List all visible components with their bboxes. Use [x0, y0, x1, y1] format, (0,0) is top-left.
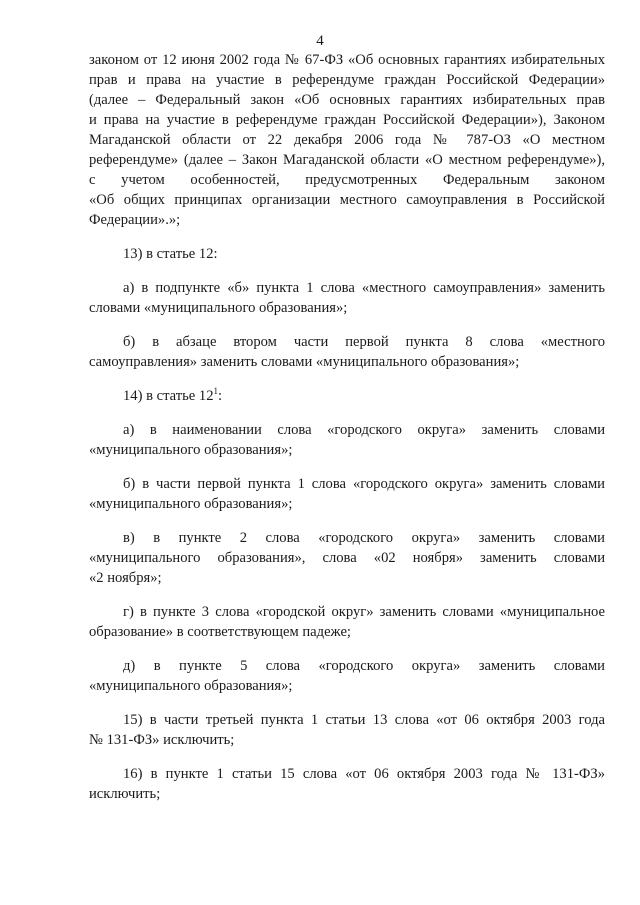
- text-line: и права на участие в референдуме граждан Российской Федерации»), Законом: [89, 112, 605, 128]
- page-number: 4: [316, 33, 324, 49]
- text-line: г) в пункте 3 слова «городской округ» заменить словами «муниципальное: [123, 604, 605, 620]
- text-line: референдуме» (далее – Закон Магаданской области «О местном референдуме»),: [89, 152, 605, 168]
- text-line: «2 ноября»;: [89, 570, 162, 586]
- text-line: «муниципального образования», слова «02 ноября» заменить словами: [89, 550, 605, 566]
- text-line: законом от 12 июня 2002 года № 67-ФЗ «Об основных гарантиях избирательных: [89, 52, 605, 68]
- text-line: б) в части первой пункта 1 слова «городского округа» заменить словами: [123, 476, 605, 492]
- text-line: Магаданской области от 22 декабря 2006 года № 787-ОЗ «О местном: [89, 132, 605, 148]
- text-line: а) в подпункте «б» пункта 1 слова «местного самоуправления» заменить: [123, 280, 605, 296]
- text-line: 15) в части третьей пункта 1 статьи 13 слова «от 06 октября 2003 года: [123, 712, 605, 728]
- text-line: исключить;: [89, 786, 161, 802]
- text-line: прав и права на участие в референдуме граждан Российской Федерации»: [89, 72, 605, 88]
- text-line: (далее – Федеральный закон «Об основных гарантиях избирательных прав: [89, 92, 605, 108]
- text-line: самоуправления» заменить словами «муниципального образования»;: [89, 354, 520, 370]
- text-line: д) в пункте 5 слова «городского округа» заменить словами: [123, 658, 605, 674]
- text-line: Федерации».»;: [89, 212, 181, 228]
- text-line: 16) в пункте 1 статьи 15 слова «от 06 октября 2003 года № 131-ФЗ»: [123, 766, 605, 782]
- text-line: а) в наименовании слова «городского округа» заменить словами: [123, 422, 605, 438]
- text-line: «муниципального образования»;: [89, 496, 293, 512]
- text-line: с учетом особенностей, предусмотренных Федеральным законом: [89, 172, 605, 188]
- item-13-heading: 13) в статье 12:: [123, 246, 218, 262]
- document-body: [89, 50, 605, 804]
- item-14-heading: 14) в статье $12^1$:: [123, 386, 223, 404]
- text-line: № 131-ФЗ» исключить;: [89, 732, 235, 748]
- text-line: в) в пункте 2 слова «городского округа» заменить словами: [123, 530, 605, 546]
- text-line: «муниципального образования»;: [89, 442, 293, 458]
- superscript: 1: [213, 386, 219, 397]
- text-line: «Об общих принципах организации местного самоуправления в Российской: [89, 192, 605, 208]
- text-line: б) в абзаце втором части первой пункта 8 слова «местного: [123, 334, 605, 350]
- text-line: образование» в соответствующем падеже;: [89, 624, 351, 640]
- text-line: «муниципального образования»;: [89, 678, 293, 694]
- text-line: словами «муниципального образования»;: [89, 300, 348, 316]
